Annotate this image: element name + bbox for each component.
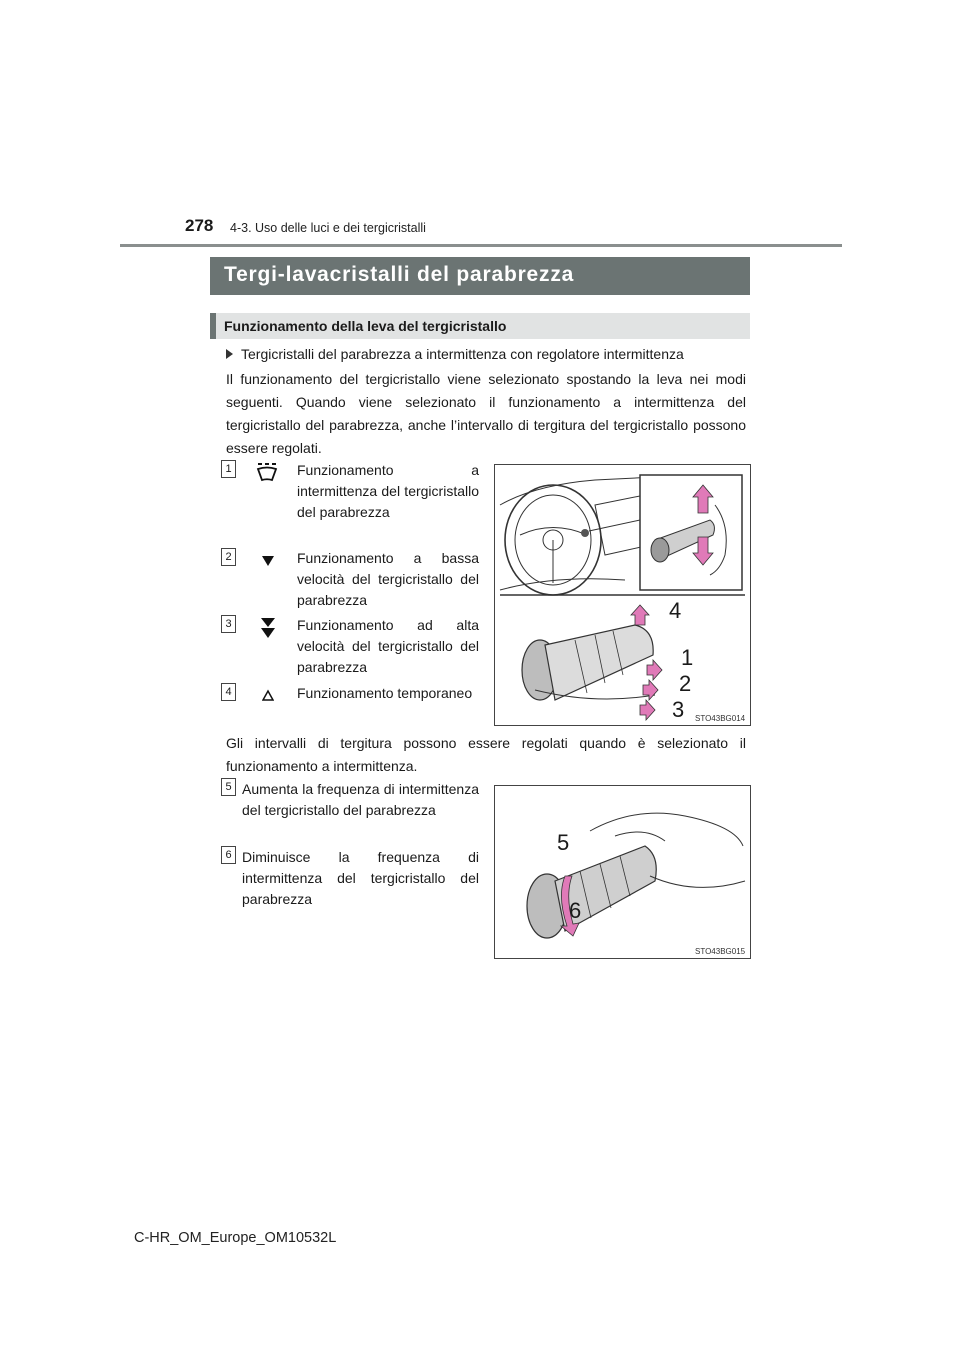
item-number-5: 5 [221, 778, 236, 796]
chapter-title: 4-3. Uso delle luci e dei tergicristalli [230, 221, 426, 235]
figure-1-callout-4: 4 [669, 598, 682, 623]
low-speed-triangle-icon [261, 554, 275, 568]
item-number-6: 6 [221, 846, 236, 864]
bullet-heading [226, 346, 684, 362]
figure-1-illustration [495, 465, 750, 725]
item-text-4: Funzionamento temporaneo [297, 685, 473, 701]
page-number: 278 [185, 216, 214, 235]
figure-2-illustration [495, 786, 750, 958]
figure-1-callout-1: 1 [681, 645, 694, 670]
figure-2-callout-6: 6 [569, 898, 582, 923]
intervals-paragraph: Gli intervalli di tergitura possono essere regolati quando è selezionato il funzionamento a intermittenza. [226, 735, 746, 774]
figure-2-code: STO43BG015 [695, 947, 746, 956]
subsection-accent [210, 313, 216, 339]
mist-triangle-outline-icon [262, 689, 274, 701]
intermittent-wiper-icon [256, 461, 278, 483]
figure-1-callout-2: 2 [679, 671, 692, 696]
item-text-2: Funzionamento a bassa velocità del tergicristallo del parabrezza [297, 550, 479, 608]
item-number-2: 2 [221, 548, 236, 566]
section-title-bar [210, 257, 750, 295]
footer-doc-id: C-HR_OM_Europe_OM10532L [134, 1230, 337, 1246]
item-text-1: Funzionamento a intermittenza del tergicristallo del parabrezza [297, 462, 479, 520]
high-speed-double-triangle-icon [260, 617, 276, 639]
item-number-1: 1 [221, 460, 236, 478]
figure-wiper-lever-positions [494, 464, 751, 726]
item-text-6: Diminuisce la frequenza di intermittenza del tergicristallo del parabrezza [242, 849, 479, 907]
figure-1-callout-3: 3 [672, 697, 685, 722]
figure-interval-adjustment [494, 785, 751, 959]
header-rule [120, 244, 842, 247]
item-text-5: Aumenta la frequenza di intermittenza del tergicristallo del parabrezza [242, 781, 479, 818]
figure-1-code: STO43BG014 [695, 714, 746, 723]
item-text-3: Funzionamento ad alta velocità del tergicristallo del parabrezza [297, 617, 479, 675]
bullet-triangle-icon [226, 349, 233, 359]
item-number-3: 3 [221, 615, 236, 633]
subsection-title: Funzionamento della leva del tergicristallo [224, 318, 507, 334]
item-number-4: 4 [221, 683, 236, 701]
section-title: Tergi-lavacristalli del parabrezza [224, 263, 575, 286]
bullet-text: Tergicristalli del parabrezza a intermittenza con regolatore intermittenza [241, 346, 684, 362]
intro-paragraph: Il funzionamento del tergicristallo viene selezionato spostando la leva nei modi seguenti. Quando viene selezionato il funzionamento a intermittenza del tergicristallo del parabrezza, anche l’intervallo di tergitura del tergicristallo possono essere regolati. [226, 371, 746, 456]
subsection-bar [210, 313, 750, 339]
figure-2-callout-5: 5 [557, 830, 570, 855]
